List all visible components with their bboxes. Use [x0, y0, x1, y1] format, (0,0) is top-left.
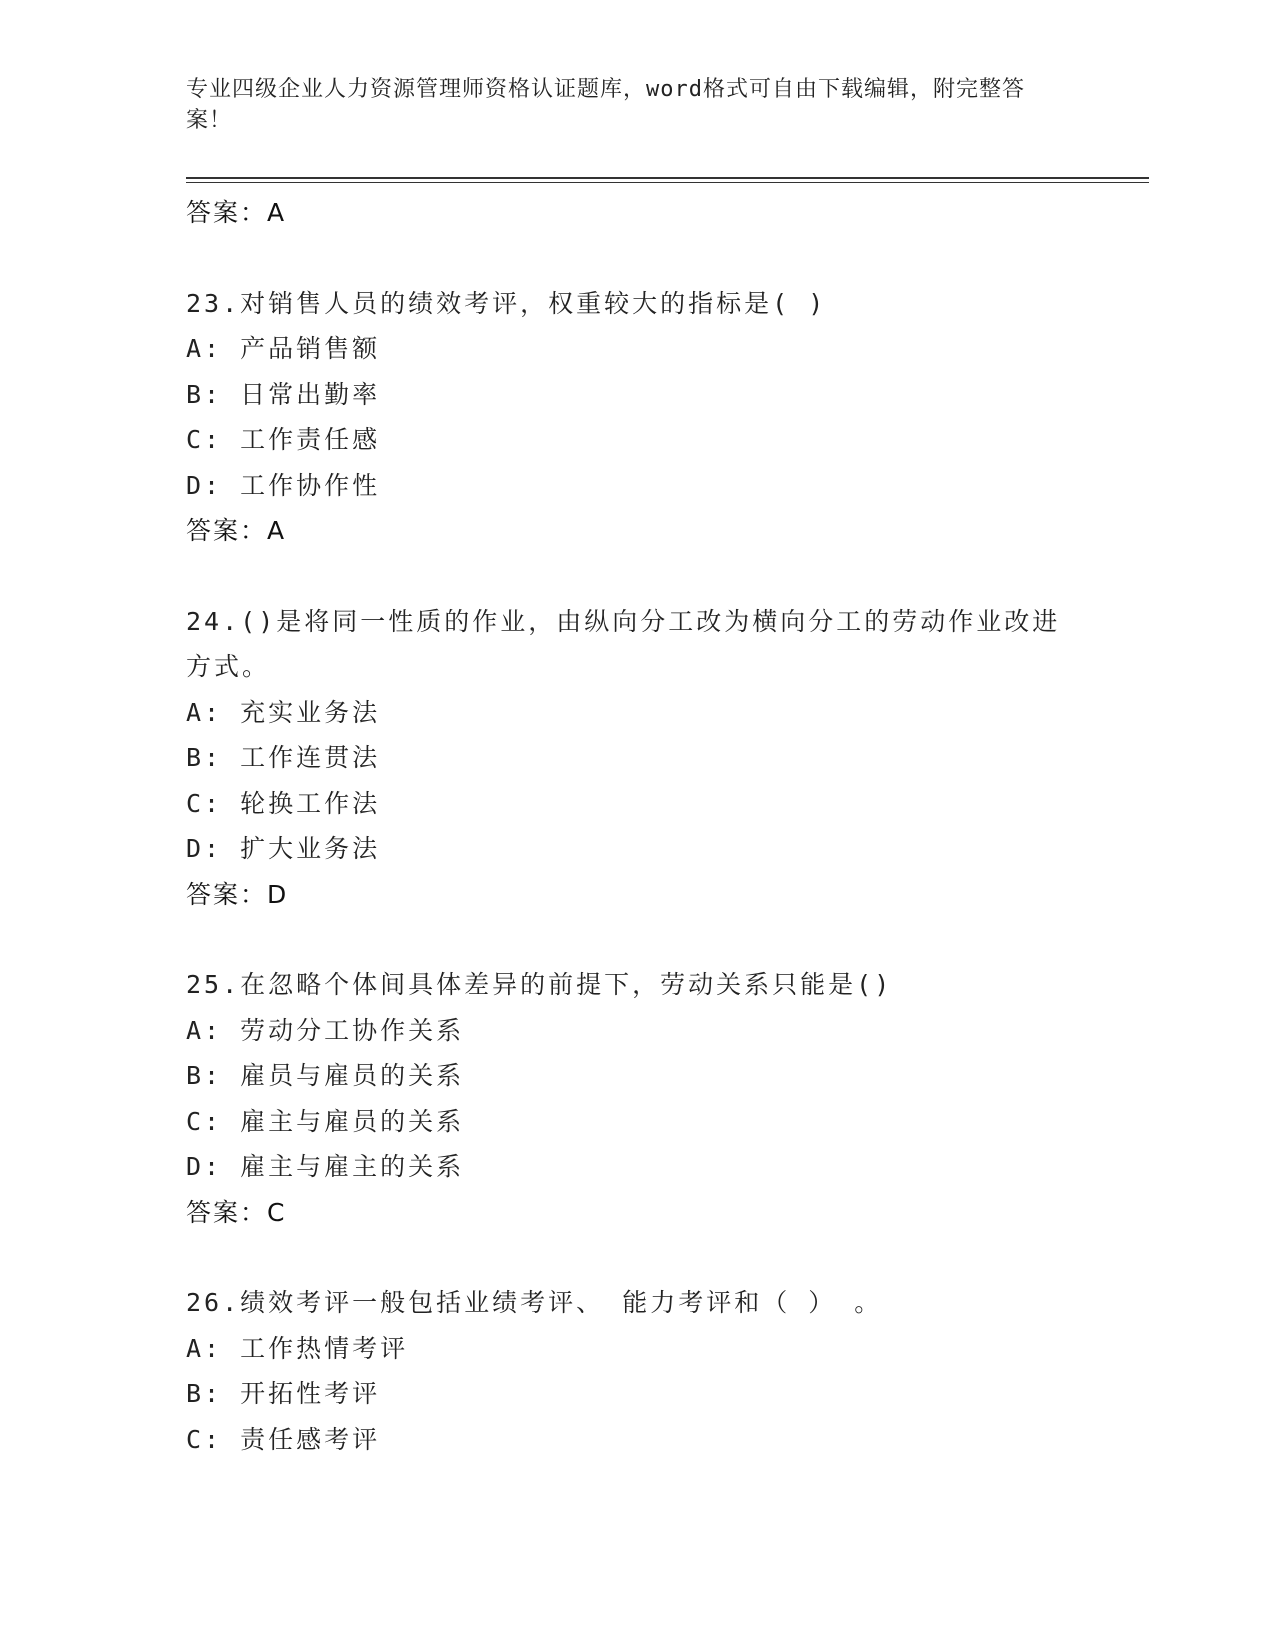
header-divider-thin — [186, 182, 1149, 183]
answer-line: 答案：A — [186, 198, 287, 227]
question-stem: 25.在忽略个体间具体差异的前提下，劳动关系只能是() — [186, 970, 893, 999]
option-a: A: 充实业务法 — [186, 697, 381, 727]
option-b: B: 雇员与雇员的关系 — [186, 1061, 465, 1090]
option-b: B: 日常出勤率 — [186, 379, 381, 409]
option-d: D: 雇主与雇主的关系 — [186, 1152, 465, 1181]
answer-line: 答案：C — [186, 1197, 287, 1227]
question-stem: 26.绩效考评一般包括业绩考评、 能力考评和（ ） 。 — [186, 1288, 883, 1317]
spacer — [186, 917, 1086, 962]
spacer — [186, 554, 1086, 599]
question-stem: 24.()是将同一性质的作业，由纵向分工改为横向分工的劳动作业改进方式。 — [186, 606, 1061, 681]
document-header: 专业四级企业人力资源管理师资格认证题库，word格式可自由下载编辑，附完整答案！ — [186, 77, 1025, 133]
option-d: D: 扩大业务法 — [186, 834, 381, 863]
answer-line: 答案：D — [186, 879, 289, 909]
question-block — [186, 281, 1086, 554]
option-a: A: 劳动分工协作关系 — [186, 1015, 465, 1045]
option-c: C: 雇主与雇员的关系 — [186, 1106, 465, 1136]
option-c: C: 责任感考评 — [186, 1424, 381, 1454]
answer-line: 答案：A — [186, 516, 287, 545]
option-c: C: 轮换工作法 — [186, 788, 381, 818]
option-a: A: 工作热情考评 — [186, 1333, 409, 1363]
option-b: B: 开拓性考评 — [186, 1379, 381, 1408]
option-b: B: 工作连贯法 — [186, 743, 381, 772]
option-a: A: 产品销售额 — [186, 334, 381, 363]
question-list — [186, 190, 1086, 1462]
spacer — [186, 236, 1086, 281]
question-block — [186, 1280, 1086, 1462]
question-block — [186, 599, 1086, 918]
spacer — [186, 1235, 1086, 1280]
question-stem: 23.对销售人员的绩效考评，权重较大的指标是( ) — [186, 288, 827, 318]
option-d: D: 工作协作性 — [186, 470, 381, 500]
header-divider-thick — [186, 177, 1149, 179]
question-block — [186, 962, 1086, 1235]
option-c: C: 工作责任感 — [186, 425, 381, 454]
